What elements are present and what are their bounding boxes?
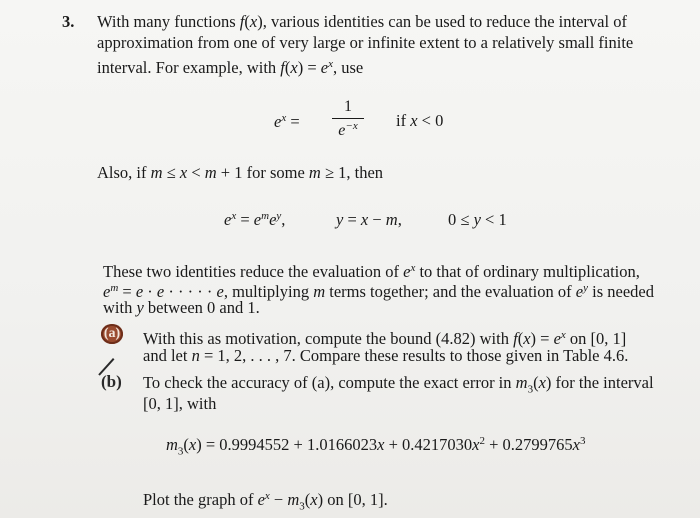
eq1-condition: if x < 0 xyxy=(396,111,444,130)
intro-line-1: With many functions f(x), various identities can be used to reduce the interval of xyxy=(97,12,627,31)
part-a-line-1: With this as motivation, compute the bound (4.82) with $f(x) = e^x$ on [0, 1] xyxy=(143,329,627,348)
part-a-marker: (a) xyxy=(101,324,123,344)
intro-line-1-a: With many functions xyxy=(97,12,240,31)
part-a-line-2: and let n = 1, 2, . . . , 7. Compare these results to those given in Table 4.6. xyxy=(143,346,629,365)
eq1-lhs: $e^x$ = xyxy=(274,112,300,131)
para-line-3: with y between 0 and 1. xyxy=(103,298,260,317)
part-b-line-1: To check the accuracy of (a), compute the exact error in $m_3(x)$ for the interval xyxy=(143,373,654,396)
also-line: Also, if m ≤ x < m + 1 for some m ≥ 1, then xyxy=(97,163,384,182)
problem-number: 3. xyxy=(62,12,75,31)
fx-inline: f xyxy=(239,12,245,31)
part-b-marker: (b) xyxy=(101,372,122,392)
eq1-fraction-bar xyxy=(332,118,364,119)
part-b-line-2: [0, 1], with xyxy=(143,394,217,413)
plot-instruction: Plot the graph of $e^x - m_3(x)$ on [0, 1]. xyxy=(143,490,388,513)
eq2-part1: $e^x = e^me^y$, xyxy=(224,210,286,229)
para-line-1: These two identities reduce the evaluation of $e^x$ to that of ordinary multiplication, xyxy=(103,262,640,281)
eq1-numerator: 1 xyxy=(344,98,352,115)
m3-equation: $m_3(x) = 0.9994552 + 1.0166023x + 0.4217030x^2 + 0.2799765x^3$ xyxy=(166,435,586,458)
intro-line-2: approximation from one of very large or infinite extent to a relatively small finite xyxy=(97,33,634,52)
intro-line-3: interval. For example, with $f(x) = e^x$, use xyxy=(97,58,364,77)
eq1-denominator: $e^{-x}$ xyxy=(338,120,358,139)
para-line-2: $e^m = e \cdot e$ · · · · · e, multiplying m terms together; and the evaluation of $e^y$ is needed xyxy=(103,282,654,301)
eq2-part3: 0 ≤ y < 1 xyxy=(448,210,507,229)
eq2-part2: y = x − m, xyxy=(336,210,402,229)
